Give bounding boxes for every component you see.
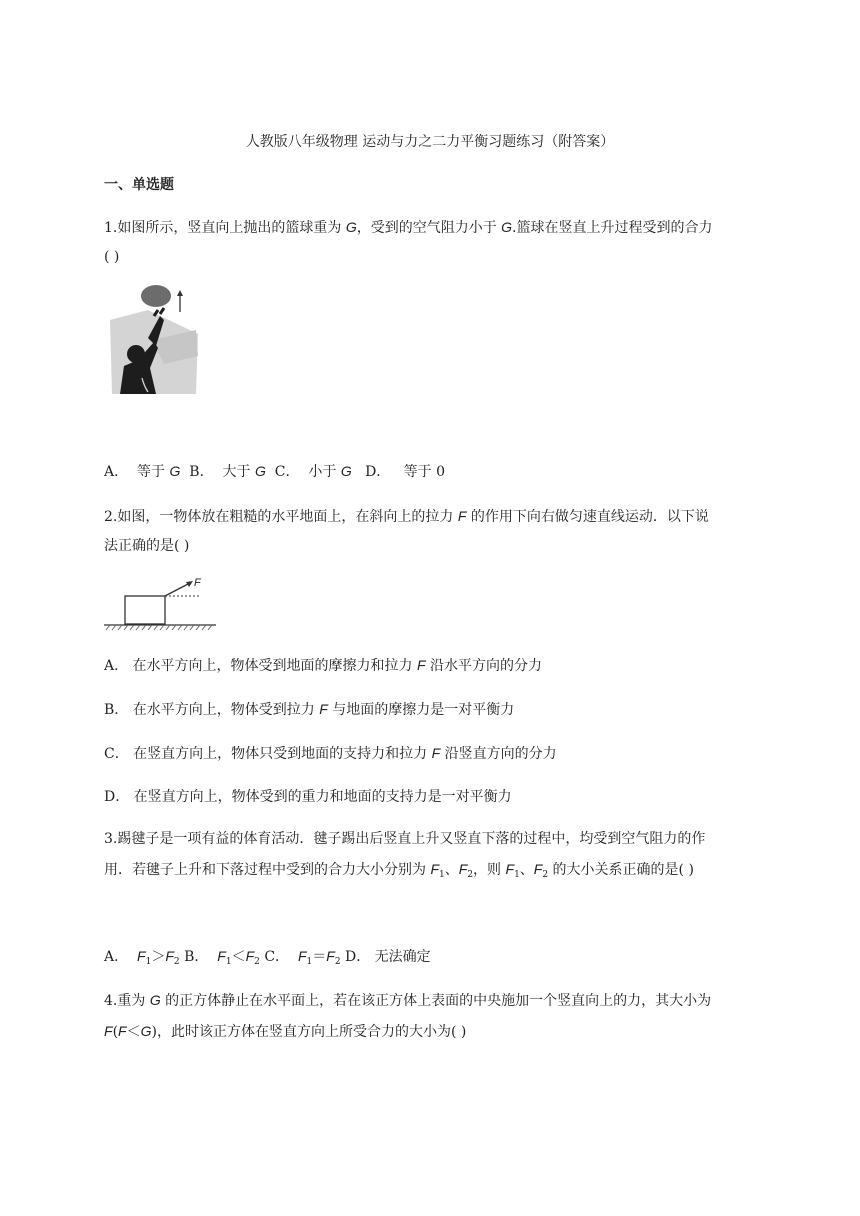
ground-hatching: [106, 625, 212, 630]
document-title: 人教版八年级物理 运动与力之二力平衡习题练习（附答案）: [245, 134, 615, 150]
question-4-text: 4.重为 G 的正方体静止在水平面上，若在该正方体上表面的中央施加一个竖直向上的力，其大小为: [104, 992, 712, 1009]
question-1-options: A． 等于 G B． 大于 G C． 小于 G D． 等于 0: [104, 463, 446, 480]
question-2-option-c: C． 在竖直方向上，物体只受到地面的支持力和拉力 F 沿竖直方向的分力: [104, 745, 557, 762]
box: [125, 596, 165, 624]
question-3-text: 3.踢毽子是一项有益的体育活动．毽子踢出后竖直上升又竖直下落的过程中，均受到空气阻力的作: [104, 831, 706, 847]
basketball: [141, 285, 171, 307]
force-label: F: [194, 577, 201, 589]
question-3-options: A． $F_1>F_2$ B． $F_1<F_2$ C． $F_1=F_2$ D． 无法确定: [104, 948, 431, 967]
question-2-option-b: B． 在水平方向上，物体受到拉力 F 与地面的摩擦力是一对平衡力: [104, 701, 515, 718]
basketball-player-figure: [104, 282, 200, 398]
question-2-text: 2.如图，一物体放在粗糙的水平地面上，在斜向上的拉力 F 的作用下向右做匀速直线运动．以下说: [104, 508, 709, 525]
question-1-bracket: ( ): [104, 249, 120, 265]
box-on-ground-figure: [104, 574, 220, 634]
force-arrow: [165, 583, 190, 596]
question-2-option-d: D． 在竖直方向上，物体受到的重力和地面的支持力是一对平衡力: [104, 789, 512, 805]
question-3-text-cont: 用．若毽子上升和下落过程中受到的合力大小分别为 $F_1$、$F_2$，则 $F_1$、$F_2$ 的大小关系正确的是( ): [104, 861, 694, 880]
motion-arrow: [177, 290, 183, 296]
player-hand: [154, 308, 164, 316]
section-heading: 一、单选题: [104, 177, 174, 193]
question-4-text-cont: F(F＜G)，此时该正方体在竖直方向上所受合力的大小为( ): [104, 1023, 467, 1040]
question-2-option-a: A． 在水平方向上，物体受到地面的摩擦力和拉力 F 沿水平方向的分力: [104, 657, 543, 674]
question-2-text-cont: 法正确的是( ): [104, 538, 190, 554]
question-1-text: 1.如图所示，竖直向上抛出的篮球重为 G，受到的空气阻力小于 G.篮球在竖直上升过程受到的合力: [104, 219, 713, 236]
